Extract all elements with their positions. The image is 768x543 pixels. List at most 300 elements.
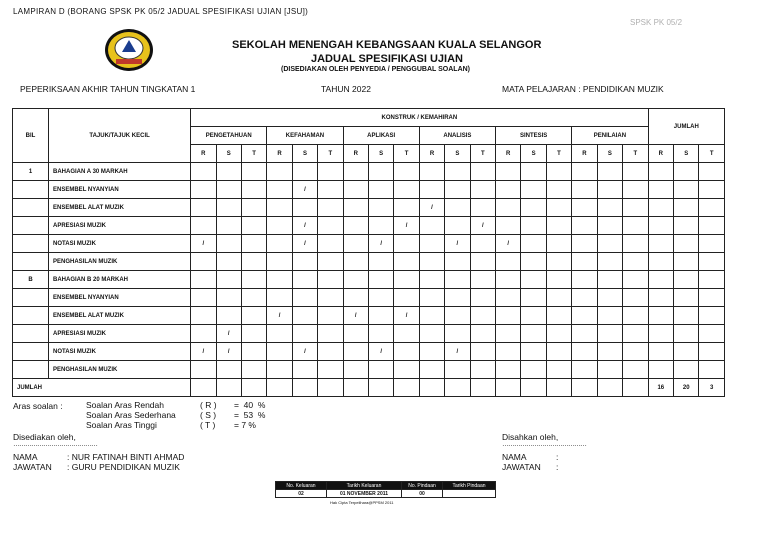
mark-cell: [572, 343, 597, 361]
total-value-s: 20: [674, 379, 699, 397]
bil-cell: [13, 343, 49, 361]
total-blank-cell: [445, 379, 470, 397]
mark-cell: [623, 343, 649, 361]
mark-cell: [521, 235, 546, 253]
mark-cell: [267, 235, 292, 253]
aras-value: = 53 %: [234, 410, 266, 420]
jawatan-label: JAWATAN: [13, 462, 52, 472]
bil-cell: [13, 217, 49, 235]
mark-cell: [241, 307, 266, 325]
mark-cell: [318, 253, 343, 271]
mark-cell: [394, 325, 419, 343]
mark-cell: [623, 235, 649, 253]
table-row: [13, 343, 725, 361]
level-header-s: S: [521, 145, 546, 163]
mark-cell: [368, 199, 393, 217]
level-header-t: T: [546, 145, 571, 163]
mark-cell: [470, 343, 495, 361]
doc-title: JADUAL SPESIFIKASI UJIAN: [311, 53, 463, 65]
mark-cell: [572, 217, 597, 235]
mark-cell: [623, 361, 649, 379]
total-blank-cell: [496, 379, 521, 397]
mark-cell: /: [292, 343, 317, 361]
aras-code: ( S ): [200, 410, 217, 420]
mark-cell: [546, 181, 571, 199]
mark-cell: [597, 361, 622, 379]
mark-cell: [546, 199, 571, 217]
mark-cell: [419, 235, 444, 253]
mark-cell: [674, 289, 699, 307]
mark-cell: [241, 325, 266, 343]
mark-cell: [546, 271, 571, 289]
mark-cell: [445, 253, 470, 271]
mark-cell: [699, 361, 725, 379]
construct-header-pengetahuan: PENGETAHUAN: [191, 127, 267, 145]
total-blank-cell: [343, 379, 368, 397]
mark-cell: [445, 217, 470, 235]
mark-cell: [191, 307, 216, 325]
mark-cell: [368, 217, 393, 235]
table-row: [13, 325, 725, 343]
mark-cell: [521, 253, 546, 271]
mark-cell: [674, 235, 699, 253]
level-header-r: R: [267, 145, 292, 163]
tarikh-keluaran-value: 01 NOVEMBER 2011: [327, 490, 402, 498]
mark-cell: [648, 235, 673, 253]
table-row: [13, 289, 725, 307]
mark-cell: [292, 307, 317, 325]
mark-cell: [318, 235, 343, 253]
mark-cell: [496, 163, 521, 181]
construct-header-analisis: ANALISIS: [419, 127, 495, 145]
mark-cell: [572, 235, 597, 253]
total-blank-cell: [368, 379, 393, 397]
mark-cell: [597, 289, 622, 307]
mark-cell: [191, 253, 216, 271]
mark-cell: [394, 199, 419, 217]
mark-cell: [216, 253, 241, 271]
mark-cell: [623, 181, 649, 199]
mark-cell: [470, 271, 495, 289]
mark-cell: [191, 271, 216, 289]
topic-cell: PENGHASILAN MUZIK: [49, 253, 191, 271]
exam-name: PEPERIKSAAN AKHIR TAHUN TINGKATAN 1: [20, 84, 196, 94]
topic-cell: ENSEMBEL ALAT MUZIK: [49, 307, 191, 325]
total-blank-cell: [470, 379, 495, 397]
prepared-by-label: Disediakan oleh,: [13, 432, 76, 442]
mark-cell: [572, 361, 597, 379]
mark-cell: [445, 325, 470, 343]
mark-cell: [292, 163, 317, 181]
mark-cell: [216, 289, 241, 307]
mark-cell: [241, 289, 266, 307]
total-label: JUMLAH: [13, 379, 191, 397]
mark-cell: [521, 325, 546, 343]
mark-cell: /: [394, 217, 419, 235]
mark-cell: /: [191, 235, 216, 253]
mark-cell: /: [368, 343, 393, 361]
mark-cell: [546, 307, 571, 325]
mark-cell: [648, 361, 673, 379]
mark-cell: [496, 253, 521, 271]
mark-cell: [496, 307, 521, 325]
mark-cell: [267, 199, 292, 217]
level-header-r: R: [419, 145, 444, 163]
mark-cell: [470, 163, 495, 181]
approved-signature-line: ……………………………………: [502, 441, 586, 448]
mark-cell: [318, 217, 343, 235]
mark-cell: [648, 325, 673, 343]
exam-year: TAHUN 2022: [321, 84, 371, 94]
mark-cell: [445, 271, 470, 289]
mark-cell: [597, 163, 622, 181]
level-header-s: S: [445, 145, 470, 163]
mark-cell: [241, 361, 266, 379]
bil-cell: [13, 199, 49, 217]
mark-cell: /: [496, 235, 521, 253]
mark-cell: [699, 217, 725, 235]
bil-cell: [13, 289, 49, 307]
mark-cell: [394, 271, 419, 289]
mark-cell: [648, 181, 673, 199]
mark-cell: [597, 343, 622, 361]
mark-cell: [191, 325, 216, 343]
mark-cell: [674, 181, 699, 199]
mark-cell: [496, 199, 521, 217]
mark-cell: /: [191, 343, 216, 361]
mark-cell: [216, 163, 241, 181]
mark-cell: [241, 199, 266, 217]
mark-cell: /: [267, 307, 292, 325]
construct-header-sintesis: SINTESIS: [496, 127, 572, 145]
mark-cell: [419, 289, 444, 307]
mark-cell: [368, 253, 393, 271]
mark-cell: [623, 307, 649, 325]
mark-cell: [546, 253, 571, 271]
mark-cell: [521, 343, 546, 361]
jawatan-value: : GURU PENDIDIKAN MUZIK: [67, 462, 180, 472]
mark-cell: [419, 325, 444, 343]
mark-cell: [267, 343, 292, 361]
mark-cell: [546, 217, 571, 235]
level-header-t: T: [470, 145, 495, 163]
topic-cell: ENSEMBEL NYANYIAN: [49, 181, 191, 199]
jumlah-header: JUMLAH: [648, 109, 724, 145]
mark-cell: [343, 343, 368, 361]
level-header-s: S: [216, 145, 241, 163]
mark-cell: /: [343, 307, 368, 325]
construct-header-aplikasi: APLIKASI: [343, 127, 419, 145]
level-header-r: R: [648, 145, 673, 163]
total-blank-cell: [597, 379, 622, 397]
mark-cell: [394, 235, 419, 253]
level-header-s: S: [597, 145, 622, 163]
level-header-t: T: [699, 145, 725, 163]
level-header-t: T: [318, 145, 343, 163]
mark-cell: [699, 181, 725, 199]
level-header-s: S: [292, 145, 317, 163]
mark-cell: [419, 343, 444, 361]
mark-cell: [241, 163, 266, 181]
mark-cell: [496, 289, 521, 307]
konstruk-header: KONSTRUK / KEMAHIRAN: [191, 109, 648, 127]
mark-cell: /: [368, 235, 393, 253]
topic-cell: NOTASI MUZIK: [49, 343, 191, 361]
copyright-note: Hak Cipta Terpelihara@PPSM 2011: [330, 500, 394, 505]
mark-cell: [445, 361, 470, 379]
mark-cell: /: [216, 325, 241, 343]
mark-cell: [470, 289, 495, 307]
mark-cell: [394, 289, 419, 307]
mark-cell: [597, 199, 622, 217]
mark-cell: [292, 325, 317, 343]
no-keluaran-value: 02: [276, 490, 327, 498]
mark-cell: [521, 307, 546, 325]
mark-cell: [419, 181, 444, 199]
mark-cell: [470, 361, 495, 379]
mark-cell: /: [292, 217, 317, 235]
topic-cell: APRESIASI MUZIK: [49, 325, 191, 343]
mark-cell: [368, 289, 393, 307]
mark-cell: [521, 271, 546, 289]
approver-jawatan-label: JAWATAN: [502, 462, 541, 472]
mark-cell: [394, 253, 419, 271]
level-header-t: T: [394, 145, 419, 163]
total-blank-cell: [419, 379, 444, 397]
mark-cell: [368, 271, 393, 289]
level-header-s: S: [368, 145, 393, 163]
approver-nama-label: NAMA: [502, 452, 527, 462]
total-blank-cell: [191, 379, 216, 397]
mark-cell: [699, 289, 725, 307]
nama-label: NAMA: [13, 452, 38, 462]
nama-value: : NUR FATINAH BINTI AHMAD: [67, 452, 185, 462]
mark-cell: [292, 253, 317, 271]
level-header-s: S: [674, 145, 699, 163]
tarikh-pindaan-header: Tarikh Pindaan: [443, 482, 496, 490]
level-header-t: T: [623, 145, 649, 163]
topic-cell: BAHAGIAN A 30 MARKAH: [49, 163, 191, 181]
mark-cell: [343, 181, 368, 199]
mark-cell: [445, 163, 470, 181]
mark-cell: [674, 199, 699, 217]
mark-cell: [597, 325, 622, 343]
approved-by-label: Disahkan oleh,: [502, 432, 559, 442]
mark-cell: [343, 271, 368, 289]
mark-cell: [623, 199, 649, 217]
mark-cell: [470, 235, 495, 253]
mark-cell: [241, 217, 266, 235]
level-header-r: R: [496, 145, 521, 163]
mark-cell: [521, 217, 546, 235]
mark-cell: [292, 271, 317, 289]
mark-cell: [394, 163, 419, 181]
aras-value: = 7 %: [234, 420, 256, 430]
mark-cell: [496, 343, 521, 361]
construct-header-kefahaman: KEFAHAMAN: [267, 127, 343, 145]
total-value-t: 3: [699, 379, 725, 397]
mark-cell: [241, 253, 266, 271]
school-name: SEKOLAH MENENGAH KEBANGSAAN KUALA SELANGOR: [232, 39, 542, 51]
aras-name: Soalan Aras Tinggi: [86, 420, 157, 430]
mark-cell: [674, 343, 699, 361]
mark-cell: [267, 181, 292, 199]
mark-cell: [368, 163, 393, 181]
mark-cell: [623, 271, 649, 289]
aras-code: ( T ): [200, 420, 216, 430]
mark-cell: [623, 253, 649, 271]
mark-cell: [470, 181, 495, 199]
level-header-r: R: [572, 145, 597, 163]
mark-cell: [674, 163, 699, 181]
mark-cell: [419, 271, 444, 289]
mark-cell: /: [470, 217, 495, 235]
mark-cell: /: [419, 199, 444, 217]
level-header-r: R: [191, 145, 216, 163]
table-row: [13, 181, 725, 199]
mark-cell: [572, 307, 597, 325]
mark-cell: [241, 271, 266, 289]
mark-cell: [343, 325, 368, 343]
level-header-t: T: [241, 145, 266, 163]
mark-cell: [368, 361, 393, 379]
aras-label: Aras soalan :: [13, 401, 63, 411]
aras-name: Soalan Aras Rendah: [86, 400, 164, 410]
mark-cell: [496, 325, 521, 343]
specification-table: [12, 108, 725, 397]
topic-cell: APRESIASI MUZIK: [49, 217, 191, 235]
no-pindaan-header: No. Pindaan: [402, 482, 443, 490]
mark-cell: [623, 163, 649, 181]
mark-cell: [521, 361, 546, 379]
mark-cell: [699, 307, 725, 325]
mark-cell: [572, 271, 597, 289]
mark-cell: [292, 361, 317, 379]
no-keluaran-header: No. Keluaran: [276, 482, 327, 490]
mark-cell: [546, 343, 571, 361]
topic-cell: NOTASI MUZIK: [49, 235, 191, 253]
tarikh-keluaran-header: Tarikh Keluaran: [327, 482, 402, 490]
mark-cell: [623, 217, 649, 235]
mark-cell: [572, 289, 597, 307]
total-blank-cell: [521, 379, 546, 397]
mark-cell: [674, 217, 699, 235]
mark-cell: [648, 271, 673, 289]
mark-cell: [470, 325, 495, 343]
mark-cell: [343, 199, 368, 217]
total-blank-cell: [267, 379, 292, 397]
mark-cell: [648, 163, 673, 181]
mark-cell: [496, 217, 521, 235]
mark-cell: /: [445, 343, 470, 361]
document-control-table: [275, 481, 496, 498]
mark-cell: [394, 361, 419, 379]
mark-cell: [318, 271, 343, 289]
mark-cell: [241, 343, 266, 361]
mark-cell: [343, 289, 368, 307]
mark-cell: [343, 361, 368, 379]
mark-cell: [597, 271, 622, 289]
mark-cell: [648, 253, 673, 271]
mark-cell: /: [394, 307, 419, 325]
table-row: [13, 307, 725, 325]
mark-cell: [191, 289, 216, 307]
total-blank-cell: [241, 379, 266, 397]
mark-cell: [699, 253, 725, 271]
mark-cell: [267, 217, 292, 235]
mark-cell: /: [216, 343, 241, 361]
mark-cell: [394, 181, 419, 199]
prepared-signature-line: ……………………………………: [13, 441, 97, 448]
mark-cell: [699, 163, 725, 181]
mark-cell: [267, 325, 292, 343]
mark-cell: [241, 181, 266, 199]
total-blank-cell: [318, 379, 343, 397]
mark-cell: [267, 253, 292, 271]
topic-header: TAJUK/TAJUK KECIL: [49, 109, 191, 163]
mark-cell: [343, 163, 368, 181]
mark-cell: [546, 289, 571, 307]
mark-cell: [623, 289, 649, 307]
total-blank-cell: [546, 379, 571, 397]
table-row: [13, 361, 725, 379]
mark-cell: [597, 235, 622, 253]
prepared-note: (DISEDIAKAN OLEH PENYEDIA / PENGGUBAL SOALAN): [281, 66, 471, 73]
mark-cell: [343, 235, 368, 253]
table-row: [13, 217, 725, 235]
form-code: SPSK PK 05/2: [630, 18, 683, 27]
bil-cell: [13, 361, 49, 379]
school-logo: [104, 28, 154, 72]
level-header-r: R: [343, 145, 368, 163]
mark-cell: [191, 199, 216, 217]
mark-cell: /: [292, 181, 317, 199]
mark-cell: [267, 289, 292, 307]
mark-cell: [496, 361, 521, 379]
mark-cell: [216, 199, 241, 217]
mark-cell: [368, 181, 393, 199]
mark-cell: [318, 343, 343, 361]
mark-cell: /: [292, 235, 317, 253]
mark-cell: [267, 361, 292, 379]
bil-cell: [13, 325, 49, 343]
mark-cell: [267, 163, 292, 181]
mark-cell: [445, 199, 470, 217]
mark-cell: [521, 181, 546, 199]
aras-name: Soalan Aras Sederhana: [86, 410, 176, 420]
mark-cell: [216, 181, 241, 199]
mark-cell: [648, 289, 673, 307]
topic-cell: BAHAGIAN B 20 MARKAH: [49, 271, 191, 289]
mark-cell: [496, 181, 521, 199]
mark-cell: [674, 253, 699, 271]
table-row: [13, 253, 725, 271]
mark-cell: [394, 343, 419, 361]
mark-cell: [470, 253, 495, 271]
mark-cell: [496, 271, 521, 289]
mark-cell: [572, 199, 597, 217]
bil-cell: [13, 307, 49, 325]
lampiran-title: LAMPIRAN D (BORANG SPSK PK 05/2 JADUAL SPESIFIKASI UJIAN [JSU]): [13, 7, 309, 16]
mark-cell: [521, 289, 546, 307]
mark-cell: [623, 325, 649, 343]
topic-cell: PENGHASILAN MUZIK: [49, 361, 191, 379]
mark-cell: [674, 307, 699, 325]
mark-cell: [445, 307, 470, 325]
aras-value: = 40 %: [234, 400, 266, 410]
total-blank-cell: [623, 379, 649, 397]
mark-cell: [699, 235, 725, 253]
